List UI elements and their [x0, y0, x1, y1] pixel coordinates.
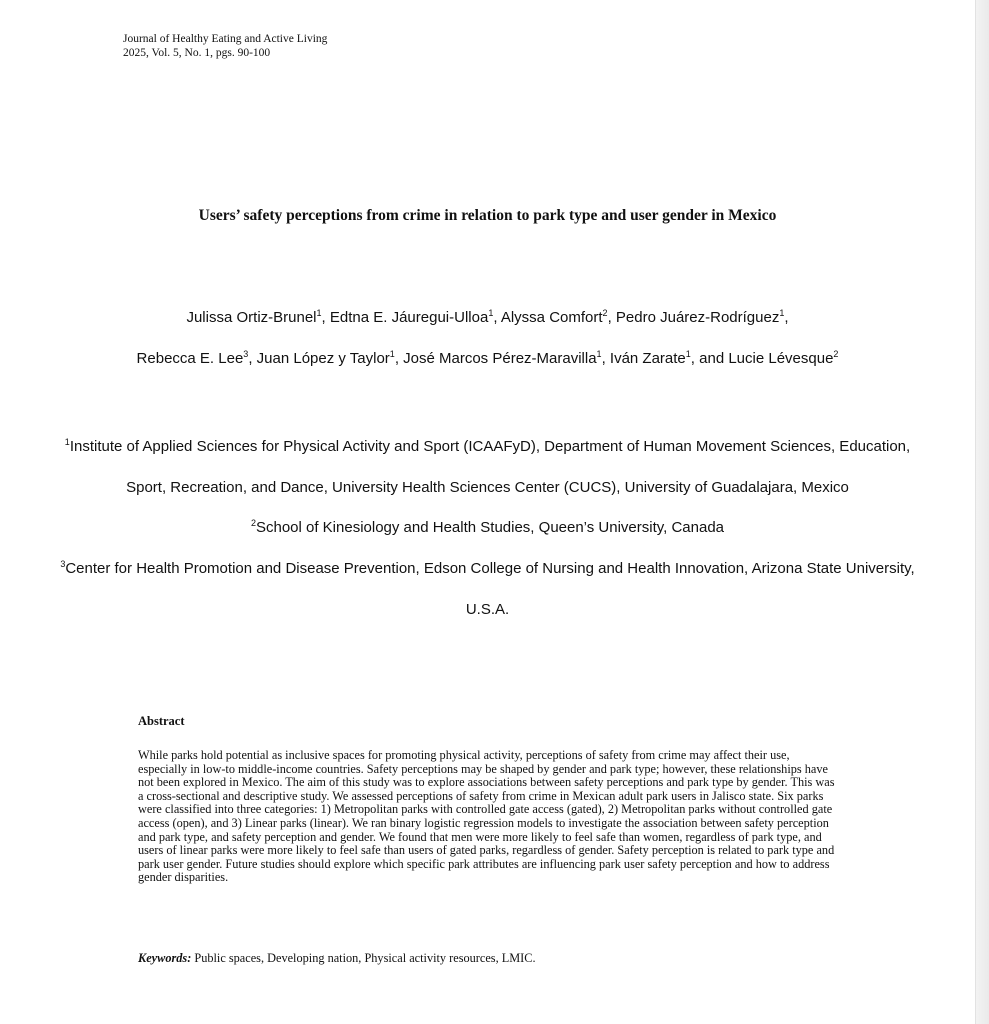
keywords-label: Keywords: [138, 951, 192, 965]
journal-name: Journal of Healthy Eating and Active Living [123, 33, 328, 45]
author: Lucie Lévesque$^2$ [728, 348, 839, 367]
author: Pedro Juárez-Rodríguez$^1$, [615, 308, 789, 326]
author: Rebecca E. Lee$^3$, [136, 348, 257, 367]
affiliation: $^1$Institute of Applied Sciences for Physical Activity and Sport (ICAAFyD), Department of Human Movement Sciences, Education, Sport, Recreation, and Dance, University Health Sciences Center (CUCS), University of Guadalajara, Mexico [64, 437, 911, 496]
keywords [138, 951, 536, 966]
page-edge [975, 0, 989, 1024]
abstract-heading: Abstract [138, 714, 185, 728]
paper-title: Users’ safety perceptions from crime in relation to park type and user gender in Mexico [198, 207, 777, 224]
author: Julissa Ortiz-Brunel$^1$, [186, 308, 330, 326]
author: Edtna E. Jáuregui-Ulloa$^1$, [329, 308, 501, 326]
author-list [60, 298, 915, 379]
keywords-text: Public spaces, Developing nation, Physical activity resources, LMIC. [194, 951, 536, 965]
affiliation: $^3$Center for Health Promotion and Disease Prevention, Edson College of Nursing and Health Innovation, Arizona State University, U.S.A. [60, 559, 915, 618]
journal-header [123, 32, 327, 60]
author: Alyssa Comfort$^2$, [500, 308, 616, 326]
author: José Marcos Pérez-Maravilla$^1$, [403, 348, 610, 367]
abstract-text: While parks hold potential as inclusive spaces for promoting physical activity, perceptions of safety from crime may affect their use, especially in low-to middle-income countries. Safety perceptions may be shaped by gender and park type; however, these relationships have not been explored in Mexico. The aim of this study was to explore associations between safety perceptions and park type by gender. This was a cross-sectional and descriptive study. We assessed perceptions of safety from crime in Mexican adult park users in Jalisco state. Six parks were classified into three categories: 1) Metropolitan parks with controlled gate access (gated), 2) Metropolitan parks without controlled gate access (open), and 3) Linear parks (linear). We ran binary logistic regression models to investigate the association between safety perception and park type, and safety perception and gender. We found that men were more likely to feel safe than women, regardless of park type, and users of linear parks were more likely to feel safe than users of gated parks, regardless of gender. Safety perception is related to park type and park user gender. Future studies should explore which specific park attributes are influencing park user safety perception and how to address gender disparities. [138, 748, 835, 885]
author: Iván Zarate$^1$, and [609, 348, 729, 367]
author: Juan López y Taylor$^1$, [256, 348, 404, 367]
affiliation: $^2$School of Kinesiology and Health Studies, Queen’s University, Canada [250, 518, 725, 537]
affiliation-list [60, 427, 915, 631]
journal-citation: 2025, Vol. 5, No. 1, pgs. 90-100 [123, 47, 271, 59]
